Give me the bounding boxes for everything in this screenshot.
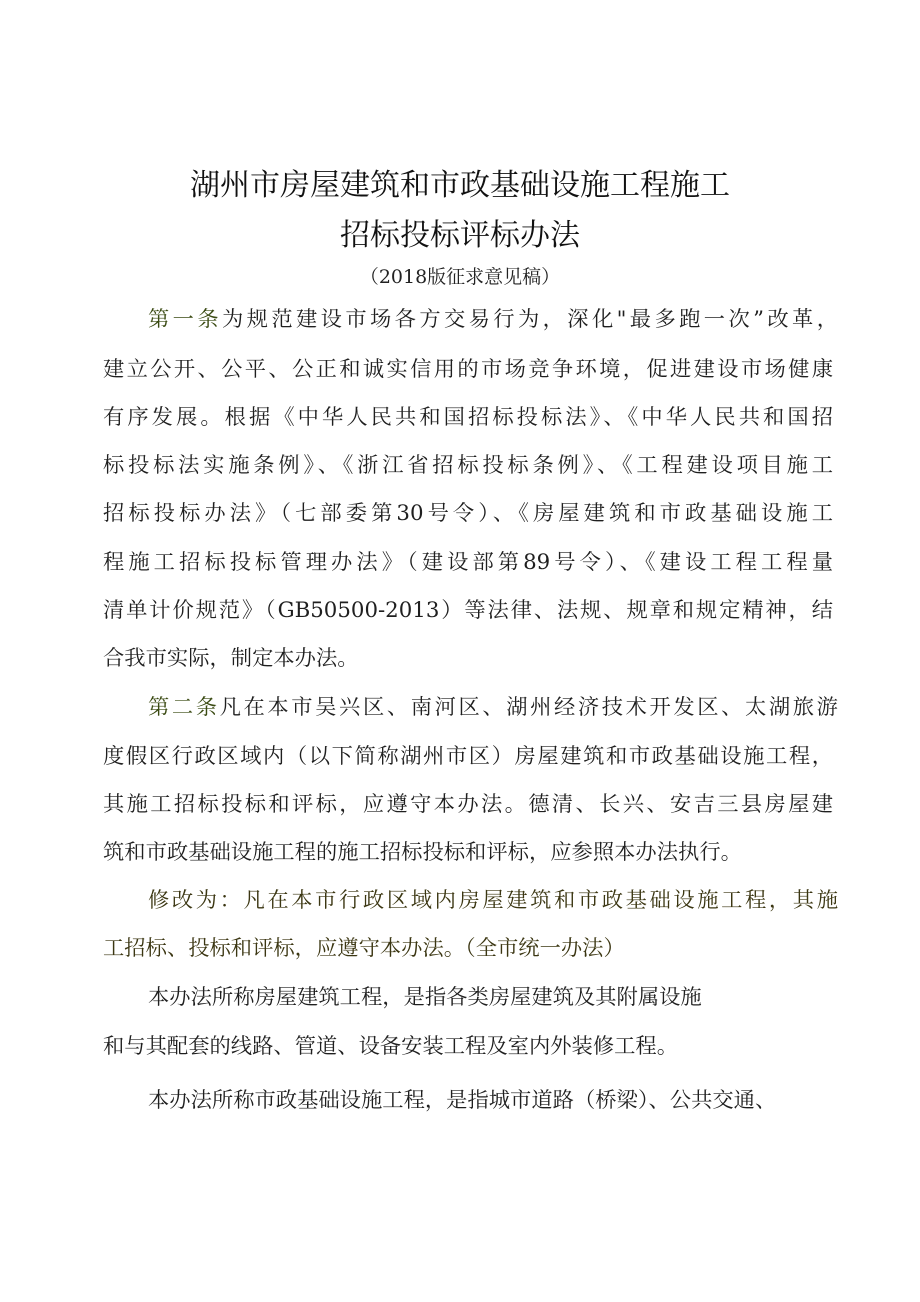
paragraph-3-line-1: 本办法所称房屋建筑工程，是指各类房屋建筑及其附属设施 bbox=[148, 985, 702, 1010]
article-1-text: 为规范建设市场各方交易行为，深化"最多跑一次”改革， bbox=[222, 307, 838, 332]
article-2-label: 第二条 bbox=[148, 695, 220, 720]
article-1-line-2: 建立公开、公平、公正和诚实信用的市场竞争环境，促进建设市场健康 bbox=[103, 357, 833, 382]
revision-line-1: 修改为：凡在本市行政区域内房屋建筑和市政基础设施工程，其施 bbox=[148, 888, 838, 913]
article-1-line-6: 程施工招标投标管理办法》（建设部第89号令）、《建设工程工程量 bbox=[103, 550, 833, 575]
article-1-label: 第一条 bbox=[148, 307, 222, 332]
article-2-line-4: 筑和市政基础设施工程的施工招标投标和评标，应参照本办法执行。 bbox=[103, 840, 742, 865]
article-2-line-2: 度假区行政区域内（以下简称湖州市区）房屋建筑和市政基础设施工程， bbox=[103, 744, 833, 769]
article-2-line-1 bbox=[148, 693, 838, 723]
article-1-line-8: 合我市实际，制定本办法。 bbox=[103, 646, 359, 671]
article-2-text: 凡在本市吴兴区、南河区、湖州经济技术开发区、太湖旅游 bbox=[219, 695, 838, 720]
article-1-line-5: 招标投标办法》（七部委第30号令）、《房屋建筑和市政基础设施工 bbox=[103, 501, 833, 526]
article-1-line-3: 有序发展。根据《中华人民共和国招标投标法》、《中华人民共和国招 bbox=[103, 405, 833, 430]
paragraph-4-line-1: 本办法所称市政基础设施工程，是指城市道路（桥梁）、公共交通、 bbox=[148, 1088, 777, 1113]
article-1-line-1 bbox=[148, 305, 838, 335]
revision-line-2: 工招标、投标和评标，应遵守本办法。（全市统一办法） bbox=[103, 936, 625, 961]
article-1-line-7: 清单计价规范》（GB50500-2013）等法律、法规、规章和规定精神，结 bbox=[103, 598, 833, 623]
document-subtitle: （2018版征求意见稿） bbox=[359, 266, 561, 288]
article-2-line-3: 其施工招标投标和评标，应遵守本办法。德清、长兴、安吉三县房屋建 bbox=[103, 792, 833, 817]
document-title-line-1: 湖州市房屋建筑和市政基础设施工程施工 bbox=[190, 168, 730, 203]
document-title-line-2: 招标投标评标办法 bbox=[340, 218, 580, 253]
paragraph-3-line-2: 和与其配套的线路、管道、设备安装工程及室内外装修工程。 bbox=[103, 1034, 679, 1059]
article-1-line-4: 标投标法实施条例》、《浙江省招标投标条例》、《工程建设项目施工 bbox=[103, 453, 833, 478]
